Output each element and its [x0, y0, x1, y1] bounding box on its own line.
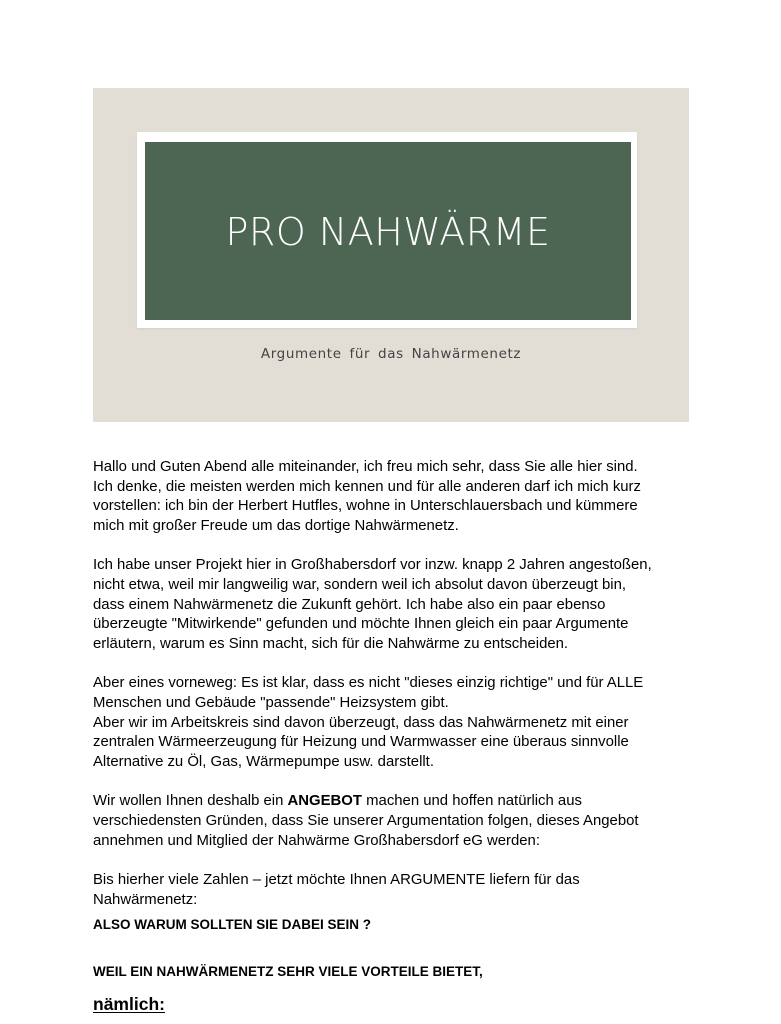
- text-line: Aber wir im Arbeitskreis sind davon überzeugt, dass das Nahwärmenetz mit einer: [93, 714, 629, 731]
- text-line: Alternative zu Öl, Gas, Wärmepumpe usw. darstellt.: [93, 753, 434, 770]
- text-line: verschiedensten Gründen, dass Sie unserer Argumentation folgen, dieses Angebot: [93, 812, 639, 829]
- text-line: Nahwärmenetz:: [93, 891, 198, 908]
- paragraph-project: [93, 556, 713, 654]
- text-line: Aber eines vorneweg: Es ist klar, dass es nicht "dieses einzig richtige" und für ALLE: [93, 675, 644, 692]
- paragraph-intro: [93, 458, 713, 536]
- banner-title: PRO NAHWÄRME: [225, 210, 551, 254]
- text-line: mich mit großer Freude um das dortige Nahwärmenetz.: [93, 517, 459, 534]
- text-line: Hallo und Guten Abend alle miteinander, ich freu mich sehr, dass Sie alle hier sind.: [93, 459, 638, 475]
- namely-heading: nämlich:: [93, 994, 165, 1014]
- text-line: zentralen Wärmeerzeugung für Heizung und Warmwasser eine überaus sinnvolle: [93, 734, 629, 751]
- text-line: vorstellen: ich bin der Herbert Hutfles, wohne in Unterschlauersbach und kümmere: [93, 498, 638, 515]
- banner-subtitle: Argumente für das Nahwärmenetz: [260, 346, 522, 362]
- title-frame: [137, 132, 637, 328]
- title-banner: [93, 88, 689, 422]
- text-line: Menschen und Gebäude "passende" Heizsystem gibt.: [93, 694, 449, 711]
- text-line: annehmen und Mitglied der Nahwärme Großhabersdorf eG werden:: [93, 832, 540, 849]
- text-fragment: Wir wollen Ihnen deshalb ein: [93, 793, 288, 810]
- title-box: [145, 142, 631, 320]
- text-line: Bis hierher viele Zahlen – jetzt möchte Ihnen ARGUMENTE liefern für das: [93, 872, 580, 889]
- text-line: Ich habe unser Projekt hier in Großhabersdorf vor inzw. knapp 2 Jahren angestoßen,: [93, 557, 652, 574]
- text-line: [93, 792, 713, 812]
- paragraph-offer: [93, 792, 713, 851]
- text-line: Ich denke, die meisten werden mich kennen und für alle anderen darf ich mich kurz: [93, 478, 641, 495]
- text-line: nicht etwa, weil mir langweilig war, sondern weil ich absolut davon überzeugt bin,: [93, 576, 627, 593]
- text-line: dass einem Nahwärmenetz die Zukunft gehört. Ich habe also ein paar ebenso: [93, 596, 606, 613]
- text-line: erläutern, warum es Sinn macht, sich für die Nahwärme zu entscheiden.: [93, 635, 569, 652]
- text-fragment: machen und hoffen natürlich aus: [362, 793, 582, 810]
- question-heading: ALSO WARUM SOLLTEN SIE DABEI SEIN ?: [93, 917, 372, 932]
- answer-heading: WEIL EIN NAHWÄRMENETZ SEHR VIELE VORTEILE BIETET,: [93, 964, 483, 979]
- offer-emphasis: ANGEBOT: [287, 793, 362, 810]
- paragraph-heating-systems: [93, 674, 713, 772]
- text-line: überzeugte "Mitwirkende" gefunden und möchte Ihnen gleich ein paar Argumente: [93, 616, 629, 633]
- document-body: [93, 458, 713, 930]
- paragraph-transition: [93, 871, 713, 910]
